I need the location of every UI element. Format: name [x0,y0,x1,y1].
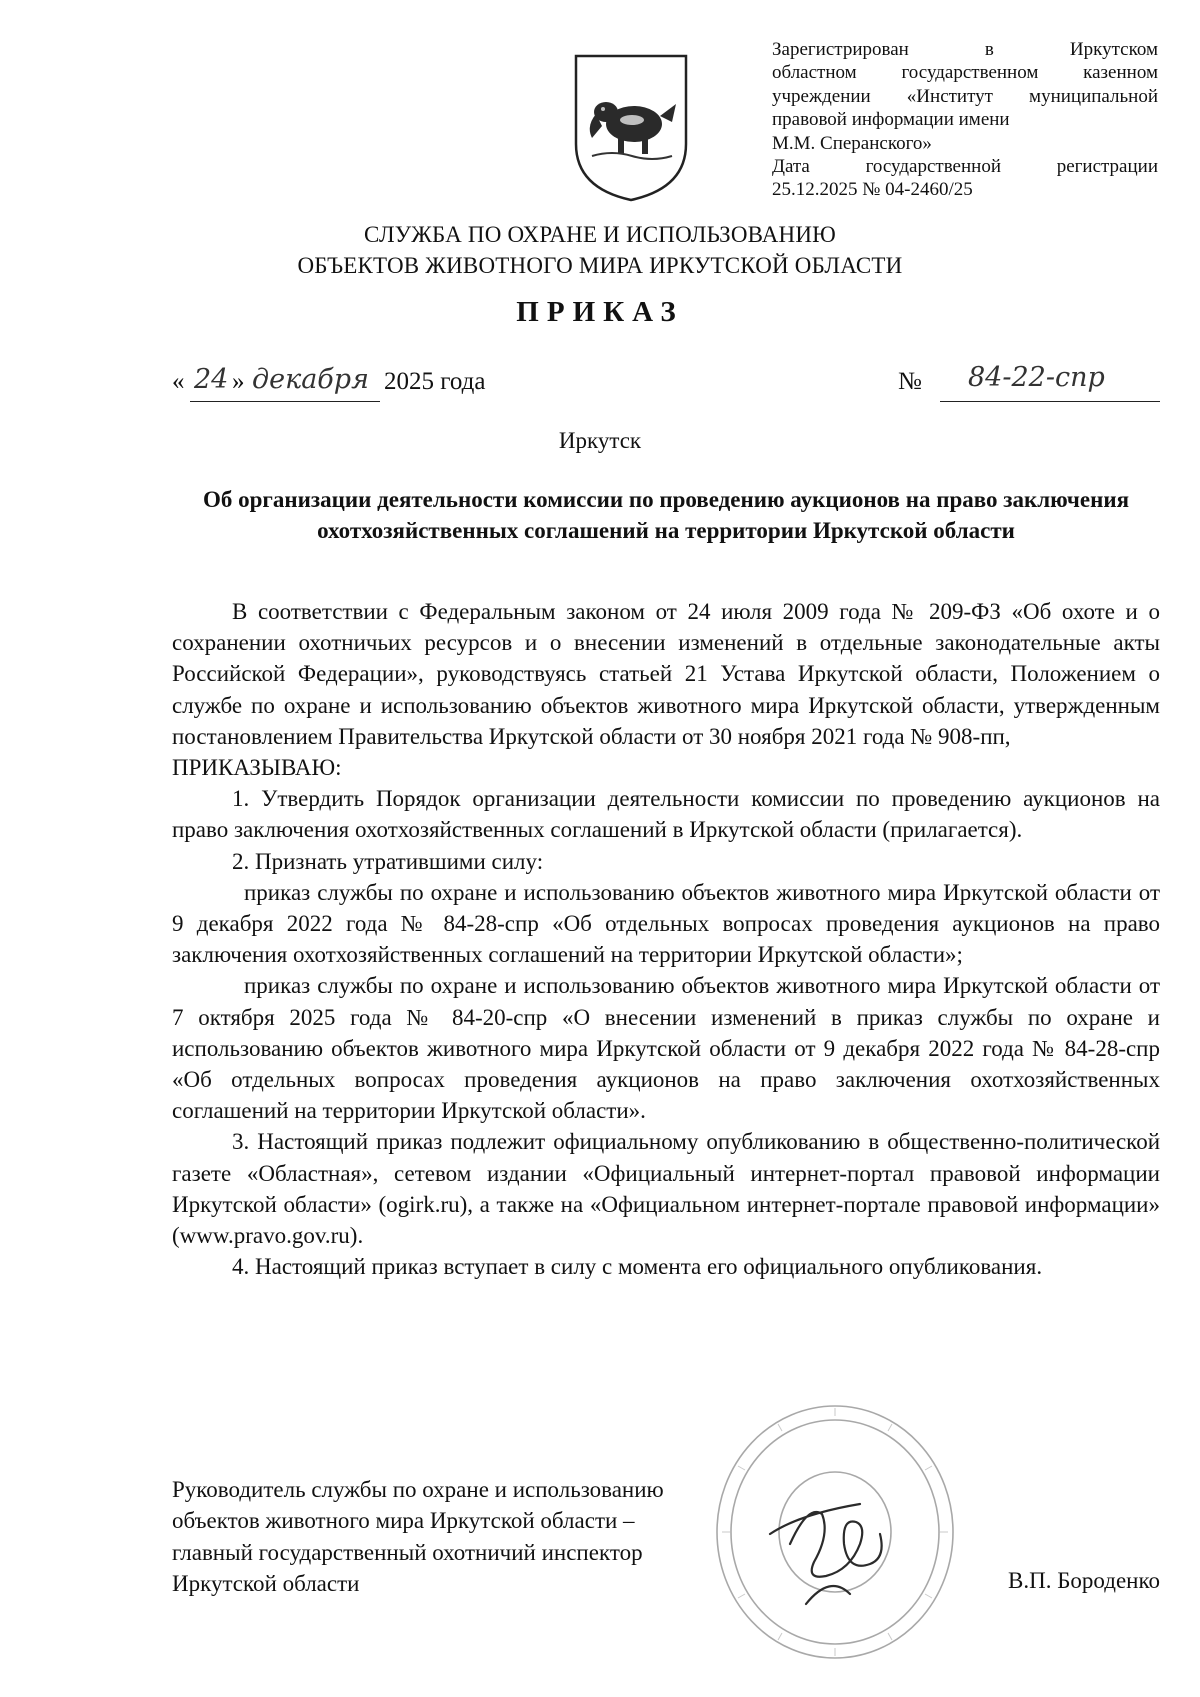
item-2-subitem-b: приказ службы по охране и использованию объектов животного мира Иркутской области от 7 октября 2025 года № 84-20-спр «О внесении изменений в приказ службы по охране и использованию объектов животного мира Иркутской области от 9 декабря 2022 года № 84-28-спр «Об отдельных вопросах проведения аукционов на право заключения охотхозяйственных соглашений на территории Иркутской области». [172,973,1160,1124]
date-open-quote: « [172,368,185,395]
number-value-handwritten: 84-22-спр [968,362,1105,393]
signatory-position [172,1474,772,1600]
signatory-position-line: Иркутской области [172,1571,360,1597]
document-number [898,362,1160,408]
document-title: Об организации деятельности комиссии по проведению аукционов на право заключения охотхозяйственных соглашений на территории Иркутской области [202,487,1130,543]
document-date [172,364,592,408]
document-type: ПРИКАЗ [516,296,684,328]
item-2-subitem-a: приказ службы по охране и использованию объектов животного мира Иркутской области от 9 декабря 2022 года № 84-28-спр «Об отдельных вопросах проведения аукционов на право заключения охотхозяйственных соглашений на территории Иркутской области»; [172,879,1160,968]
number-sign: № [898,368,922,395]
agency-name-line-1: СЛУЖБА ПО ОХРАНЕ И ИСПОЛЬЗОВАНИЮ [364,222,836,247]
preamble-paragraph: В соответствии с Федеральным законом от 24 июля 2009 года № 209-ФЗ «Об охоте и о сохранении охотничьих ресурсов и о внесении изменений в отдельные законодательные акты Российской Федерации», руководствуясь статьей 21 Устава Иркутской области, Положением о службе по охране и использованию объектов животного мира Иркутской области, утвержденным постановлением Правительства Иркутской области от 30 ноября 2021 года № 908-пп, [172,599,1160,749]
registration-line: М.М. Сперанского» [772,132,932,154]
coat-of-arms-emblem [572,52,690,202]
date-day-handwritten: 24 [194,364,229,395]
number-underline [940,401,1160,402]
registration-line: Зарегистрирован в Иркутском [772,39,1158,60]
registration-line: правовой информации имени [772,109,1010,131]
document-body [172,596,1160,1282]
signatory-position-line: главный государственный охотничий инспектор [172,1539,643,1565]
date-month-handwritten: декабря [252,364,369,395]
order-word: ПРИКАЗЫВАЮ: [172,755,342,781]
registration-block [772,38,1158,202]
signatory-position-line: Руководитель службы по охране и использованию [172,1477,664,1502]
registration-line: Дата государственной регистрации [772,156,1158,178]
city: Иркутск [558,428,642,453]
item-1: 1. Утвердить Порядок организации деятельности комиссии по проведению аукционов на право заключения охотхозяйственных соглашений в Иркутской области (прилагается). [172,786,1160,843]
item-2: 2. Признать утратившими силу: [232,848,544,874]
item-4: 4. Настоящий приказ вступает в силу с момента его официального опубликования. [232,1254,1043,1280]
registration-line: учреждении «Институт муниципальной [772,85,1158,107]
item-3: 3. Настоящий приказ подлежит официальному опубликованию в общественно-политической газете «Областная», сетевом издании «Официальный интернет-портал правовой информации Иркутской области» (ogirk.ru), а также на «Официальном интернет-портале правовой информации» (www.pravo.gov.ru). [172,1129,1160,1249]
signatory-position-line: объектов животного мира Иркутской области – [172,1508,635,1534]
registration-line: 25.12.2025 № 04-2460/25 [772,179,973,201]
agency-name-line-2: ОБЪЕКТОВ ЖИВОТНОГО МИРА ИРКУТСКОЙ ОБЛАСТИ [297,253,903,278]
date-close-quote: » [232,368,245,395]
date-year: 2025 года [384,368,486,395]
registration-line: областном государственном казенном [772,62,1158,84]
signatory-name: В.П. Бороденко [1008,1568,1160,1593]
date-underline [190,401,380,402]
